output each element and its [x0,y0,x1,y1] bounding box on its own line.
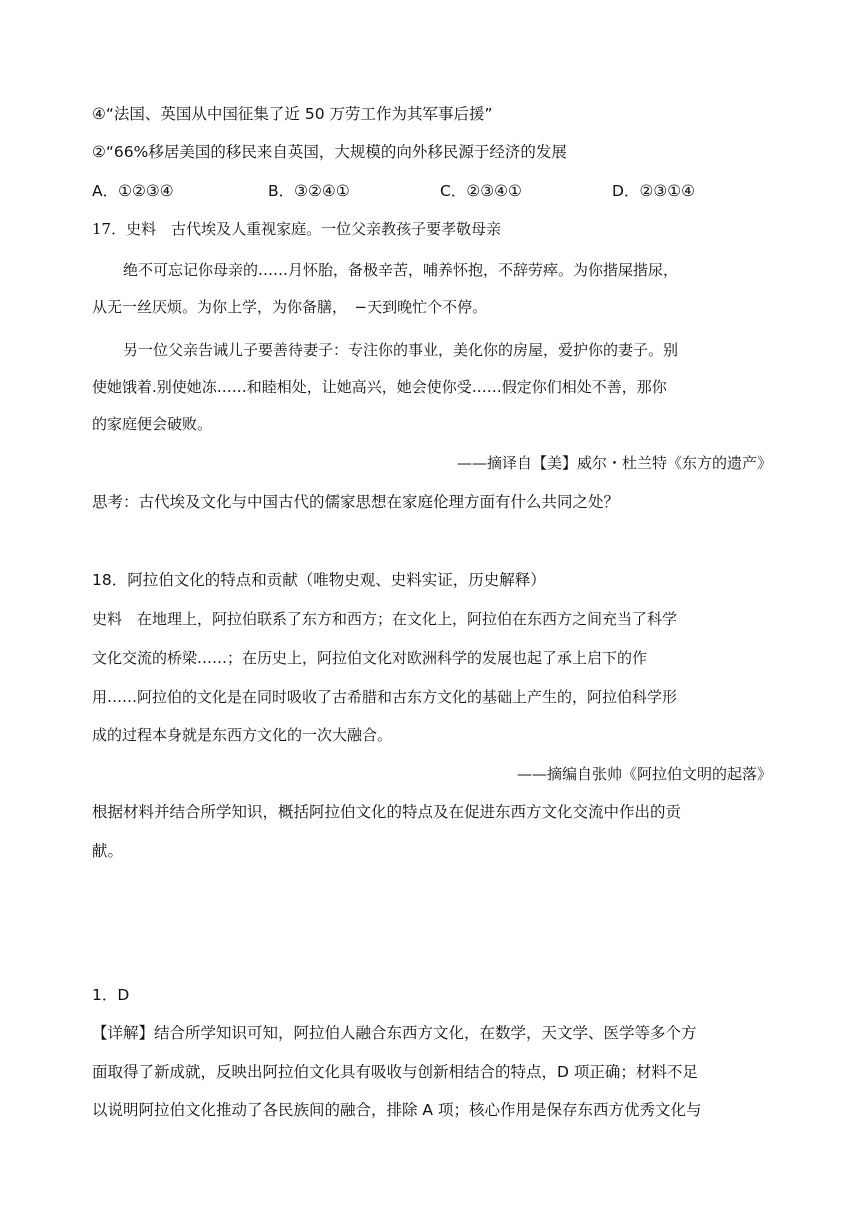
q17-source: ——摘译自【美】威尔・杜兰特《东方的遗产》 [456,454,772,472]
q18-question-line1: 根据材料并结合所学知识，概括阿拉伯文化的特点及在促进东西方文化交流中作出的贡 [92,803,682,821]
q17-paragraph1-line1: 绝不可忘记你母亲的……月怀胎，备极辛苦，哺养怀抱，不辞劳瘁。为你揩屎揩尿， [123,261,679,279]
q18-question-line2: 献。 [92,842,124,860]
q17-title: 17．史料 古代埃及人重视家庭。一位父亲教孩子要孝敬母亲 [92,220,502,238]
option-letter: D． [612,182,640,200]
option-c[interactable] [440,179,522,203]
q17-question: 思考：古代埃及文化与中国古代的儒家思想在家庭伦理方面有什么共同之处？ [92,493,620,511]
q18-material-line4: 成的过程本身就是东西方文化的一次大融合。 [92,726,393,744]
option-letter: A． [92,182,119,200]
option-text: ②③④① [466,182,522,200]
q18-material-line1: 史料 在地理上，阿拉伯联系了东方和西方；在文化上，阿拉伯在东西方之间充当了科学 [92,610,678,628]
q16-item-2: ②“66%移居美国的移民来自英国，大规模的向外移民源于经济的发展 [92,143,567,161]
option-letter: C． [440,182,467,200]
option-letter: B． [268,182,295,200]
answer-detail-line1: 【详解】结合所学知识可知，阿拉伯人融合东西方文化，在数学，天文学、医学等多个方 [92,1024,697,1042]
option-text: ②③①④ [639,182,696,200]
q18-material-line3: 用……阿拉伯的文化是在同时吸收了古希腊和古东方文化的基础上产生的，阿拉伯科学形 [92,688,678,706]
answer-detail-line3: 以说明阿拉伯文化推动了各民族间的融合，排除 A 项；核心作用是保存东西方优秀文化与 [92,1101,702,1119]
q17-paragraph2-line3: 的家庭便会破败。 [92,415,213,433]
q16-item-4: ④“法国、英国从中国征集了近 50 万劳工作为其军事后援” [92,105,493,123]
q17-paragraph2-line1: 另一位父亲告诫儿子要善待妻子：专注你的事业，美化你的房屋，爱护你的妻子。别 [123,341,679,359]
option-text: ①②③④ [118,182,174,200]
option-b[interactable] [268,179,350,203]
q18-source: ——摘编自张帅《阿拉伯文明的起落》 [516,765,772,783]
answer-number: 1．D [92,986,130,1004]
q18-material-line2: 文化交流的桥梁……；在历史上，阿拉伯文化对欧洲科学的发展也起了承上启下的作 [92,649,648,667]
option-a[interactable] [92,179,174,203]
option-text: ③②④① [294,182,350,200]
answer-detail-line2: 面取得了新成就，反映出阿拉伯文化具有吸收与创新相结合的特点，D 项正确；材料不足 [92,1063,698,1081]
q18-title: 18．阿拉伯文化的特点和贡献（唯物史观、史料实证，历史解释） [92,571,546,589]
option-d[interactable] [612,179,695,203]
q17-paragraph1-line2: 从无一丝厌烦。为你上学，为你备膳， −天到晚忙个不停。 [92,298,488,316]
q17-paragraph2-line2: 使她饿着.别使她冻……和睦相处，让她高兴，她会使你受……假定你们相处不善，那你 [92,378,667,396]
